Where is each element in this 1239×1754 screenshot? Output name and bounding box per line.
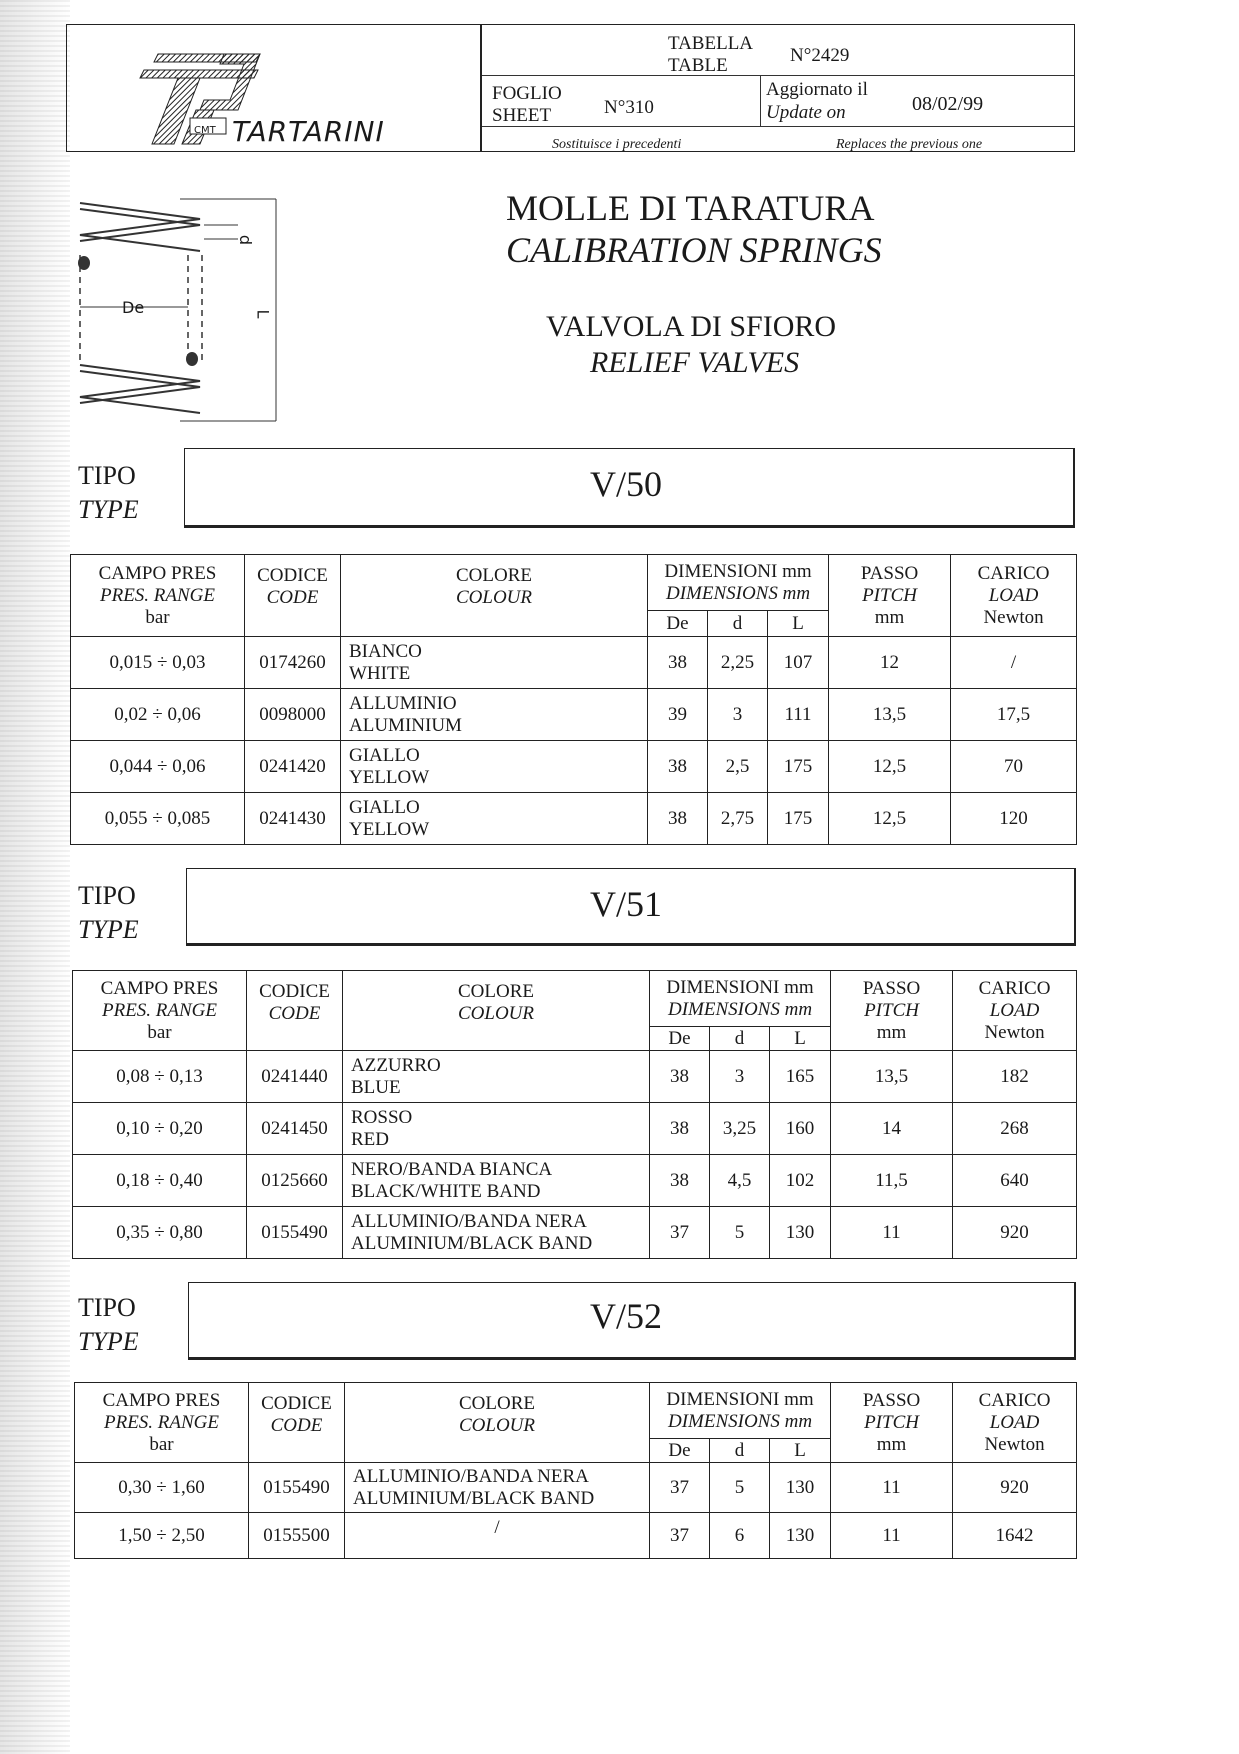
cell-range: 0,18 ÷ 0,40 (73, 1155, 247, 1207)
cell-pitch: 11 (831, 1207, 953, 1259)
cell-colour: GIALLO YELLOW (341, 793, 648, 845)
cell-de: 37 (650, 1513, 710, 1559)
table-row (71, 793, 1077, 845)
cell-l: 111 (768, 689, 829, 741)
cell-colour: / (345, 1513, 650, 1559)
table-row (73, 1155, 1077, 1207)
title-main-en: CALIBRATION SPRINGS (506, 230, 882, 270)
cell-code: 0155490 (249, 1463, 345, 1513)
cell-pitch: 13,5 (829, 689, 951, 741)
cell-d: 4,5 (710, 1155, 770, 1207)
cell-range: 0,015 ÷ 0,03 (71, 637, 245, 689)
col-header-d: d (708, 611, 768, 637)
table-label-en: TABLE (668, 55, 728, 76)
type-value: V/50 (590, 464, 662, 504)
cell-load: 1642 (953, 1513, 1077, 1559)
cell-l: 130 (770, 1513, 831, 1559)
col-header-load: CARICO LOAD Newton (951, 555, 1077, 637)
header-rule (482, 126, 1074, 127)
header-rule (482, 75, 1074, 76)
cell-colour: BIANCO WHITE (341, 637, 648, 689)
table-row (71, 689, 1077, 741)
col-header-de: De (650, 1439, 710, 1463)
cell-d: 2,5 (708, 741, 768, 793)
type-label: TYPE (78, 495, 139, 524)
title-sub-en: RELIEF VALVES (590, 346, 800, 379)
spring-table-v51 (72, 970, 1077, 1259)
col-header-d: d (710, 1439, 770, 1463)
cell-de: 38 (648, 741, 708, 793)
cell-d: 6 (710, 1513, 770, 1559)
cell-code: 0098000 (245, 689, 341, 741)
type-value: V/51 (590, 884, 662, 924)
cell-load: 920 (953, 1207, 1077, 1259)
cell-range: 0,055 ÷ 0,085 (71, 793, 245, 845)
cell-de: 38 (650, 1103, 710, 1155)
cell-load: 268 (953, 1103, 1077, 1155)
brand-name: TARTARINI (232, 115, 385, 148)
cell-range: 0,044 ÷ 0,06 (71, 741, 245, 793)
sheet-label-it: FOGLIO (492, 83, 562, 104)
cell-range: 1,50 ÷ 2,50 (75, 1513, 249, 1559)
col-header-de: De (650, 1027, 710, 1051)
col-header-pitch: PASSO PITCH mm (829, 555, 951, 637)
spring-table-v52 (74, 1382, 1077, 1559)
cell-colour: ALLUMINIO/BANDA NERA ALUMINIUM/BLACK BAND (345, 1463, 650, 1513)
cell-de: 38 (648, 637, 708, 689)
cell-pitch: 11,5 (831, 1155, 953, 1207)
cell-load: 640 (953, 1155, 1077, 1207)
col-header-range: CAMPO PRES PRES. RANGE bar (73, 971, 247, 1051)
table-row (71, 637, 1077, 689)
col-header-pitch: PASSO PITCH mm (831, 1383, 953, 1463)
cell-pitch: 12,5 (829, 741, 951, 793)
cell-colour: NERO/BANDA BIANCA BLACK/WHITE BAND (343, 1155, 650, 1207)
cell-pitch: 12,5 (829, 793, 951, 845)
cell-colour: ROSSO RED (343, 1103, 650, 1155)
cell-d: 3 (710, 1051, 770, 1103)
update-label-en: Update on (766, 102, 846, 123)
cell-d: 5 (710, 1207, 770, 1259)
cell-d: 3,25 (710, 1103, 770, 1155)
diagram-label-l: L (253, 309, 273, 319)
table-label-it: TABELLA (668, 33, 754, 54)
scan-edge-shadow (0, 0, 70, 1754)
cell-l: 175 (768, 793, 829, 845)
diagram-label-de: De (122, 298, 145, 317)
tipo-label: TIPO (78, 881, 136, 910)
col-header-pitch: PASSO PITCH mm (831, 971, 953, 1051)
cell-de: 37 (650, 1207, 710, 1259)
cell-load: 120 (951, 793, 1077, 845)
cell-de: 39 (648, 689, 708, 741)
diagram-label-d: d (236, 234, 256, 246)
cell-pitch: 13,5 (831, 1051, 953, 1103)
type-label: TYPE (78, 1327, 139, 1356)
title-sub-it: VALVOLA DI SFIORO (546, 310, 837, 343)
cell-range: 0,02 ÷ 0,06 (71, 689, 245, 741)
table-row (73, 1207, 1077, 1259)
cell-pitch: 11 (831, 1513, 953, 1559)
col-header-de: De (648, 611, 708, 637)
type-label: TYPE (78, 915, 139, 944)
cell-l: 130 (770, 1207, 831, 1259)
cell-l: 175 (768, 741, 829, 793)
table-row (73, 1103, 1077, 1155)
col-header-dimensions: DIMENSIONI mm DIMENSIONS mm (648, 555, 829, 611)
table-row (73, 1051, 1077, 1103)
cell-pitch: 14 (831, 1103, 953, 1155)
cell-load: 920 (953, 1463, 1077, 1513)
type-value: V/52 (590, 1296, 662, 1336)
cell-range: 0,30 ÷ 1,60 (75, 1463, 249, 1513)
cell-load: 70 (951, 741, 1077, 793)
cell-colour: ALLUMINIO/BANDA NERA ALUMINIUM/BLACK BAND (343, 1207, 650, 1259)
col-header-dimensions: DIMENSIONI mm DIMENSIONS mm (650, 971, 831, 1027)
table-number: N°2429 (790, 45, 850, 66)
cell-de: 37 (650, 1463, 710, 1513)
update-date: 08/02/99 (912, 93, 984, 115)
cell-load: 182 (953, 1051, 1077, 1103)
title-main-it: MOLLE DI TARATURA (506, 188, 875, 228)
cell-code: 0155490 (247, 1207, 343, 1259)
sheet-number: N°310 (604, 97, 654, 118)
table-row (71, 741, 1077, 793)
replaces-label-it: Sostituisce i precedenti (552, 137, 682, 152)
cell-pitch: 11 (831, 1463, 953, 1513)
cell-code: 0155500 (249, 1513, 345, 1559)
header-divider (480, 24, 482, 152)
cell-l: 102 (770, 1155, 831, 1207)
col-header-l: L (770, 1439, 831, 1463)
tipo-label: TIPO (78, 1293, 136, 1322)
cell-code: 0241440 (247, 1051, 343, 1103)
cell-d: 2,25 (708, 637, 768, 689)
cell-pitch: 12 (829, 637, 951, 689)
col-header-load: CARICO LOAD Newton (953, 1383, 1077, 1463)
spring-table-v50 (70, 554, 1077, 845)
col-header-colour: COLORE COLOUR (343, 971, 650, 1051)
table-row (75, 1463, 1077, 1513)
col-header-colour: COLORE COLOUR (345, 1383, 650, 1463)
header-rule (760, 75, 761, 126)
cell-d: 3 (708, 689, 768, 741)
col-header-l: L (768, 611, 829, 637)
cell-l: 160 (770, 1103, 831, 1155)
cell-l: 107 (768, 637, 829, 689)
cell-colour: GIALLO YELLOW (341, 741, 648, 793)
cell-d: 2,75 (708, 793, 768, 845)
col-header-range: CAMPO PRES PRES. RANGE bar (75, 1383, 249, 1463)
col-header-code: CODICE CODE (249, 1383, 345, 1463)
cell-d: 5 (710, 1463, 770, 1513)
cell-de: 38 (650, 1155, 710, 1207)
col-header-code: CODICE CODE (247, 971, 343, 1051)
cell-l: 130 (770, 1463, 831, 1513)
sheet-label-en: SHEET (492, 105, 552, 126)
cell-colour: AZZURRO BLUE (343, 1051, 650, 1103)
logo-mark-text: CMT (194, 125, 216, 136)
col-header-dimensions: DIMENSIONI mm DIMENSIONS mm (650, 1383, 831, 1439)
cell-colour: ALLUMINIO ALUMINIUM (341, 689, 648, 741)
cell-de: 38 (648, 793, 708, 845)
table-row (75, 1513, 1077, 1559)
col-header-range: CAMPO PRES PRES. RANGE bar (71, 555, 245, 637)
cell-load: 17,5 (951, 689, 1077, 741)
col-header-load: CARICO LOAD Newton (953, 971, 1077, 1051)
cell-code: 0174260 (245, 637, 341, 689)
update-label-it: Aggiornato il (766, 79, 868, 100)
cell-range: 0,08 ÷ 0,13 (73, 1051, 247, 1103)
cell-load: / (951, 637, 1077, 689)
col-header-colour: COLORE COLOUR (341, 555, 648, 637)
cell-code: 0241420 (245, 741, 341, 793)
cell-code: 0241430 (245, 793, 341, 845)
cell-code: 0125660 (247, 1155, 343, 1207)
cell-code: 0241450 (247, 1103, 343, 1155)
cell-l: 165 (770, 1051, 831, 1103)
cell-de: 38 (650, 1051, 710, 1103)
tipo-label: TIPO (78, 461, 136, 490)
cell-range: 0,35 ÷ 0,80 (73, 1207, 247, 1259)
replaces-label-en: Replaces the previous one (836, 137, 983, 152)
cell-range: 0,10 ÷ 0,20 (73, 1103, 247, 1155)
col-header-code: CODICE CODE (245, 555, 341, 637)
col-header-l: L (770, 1027, 831, 1051)
col-header-d: d (710, 1027, 770, 1051)
